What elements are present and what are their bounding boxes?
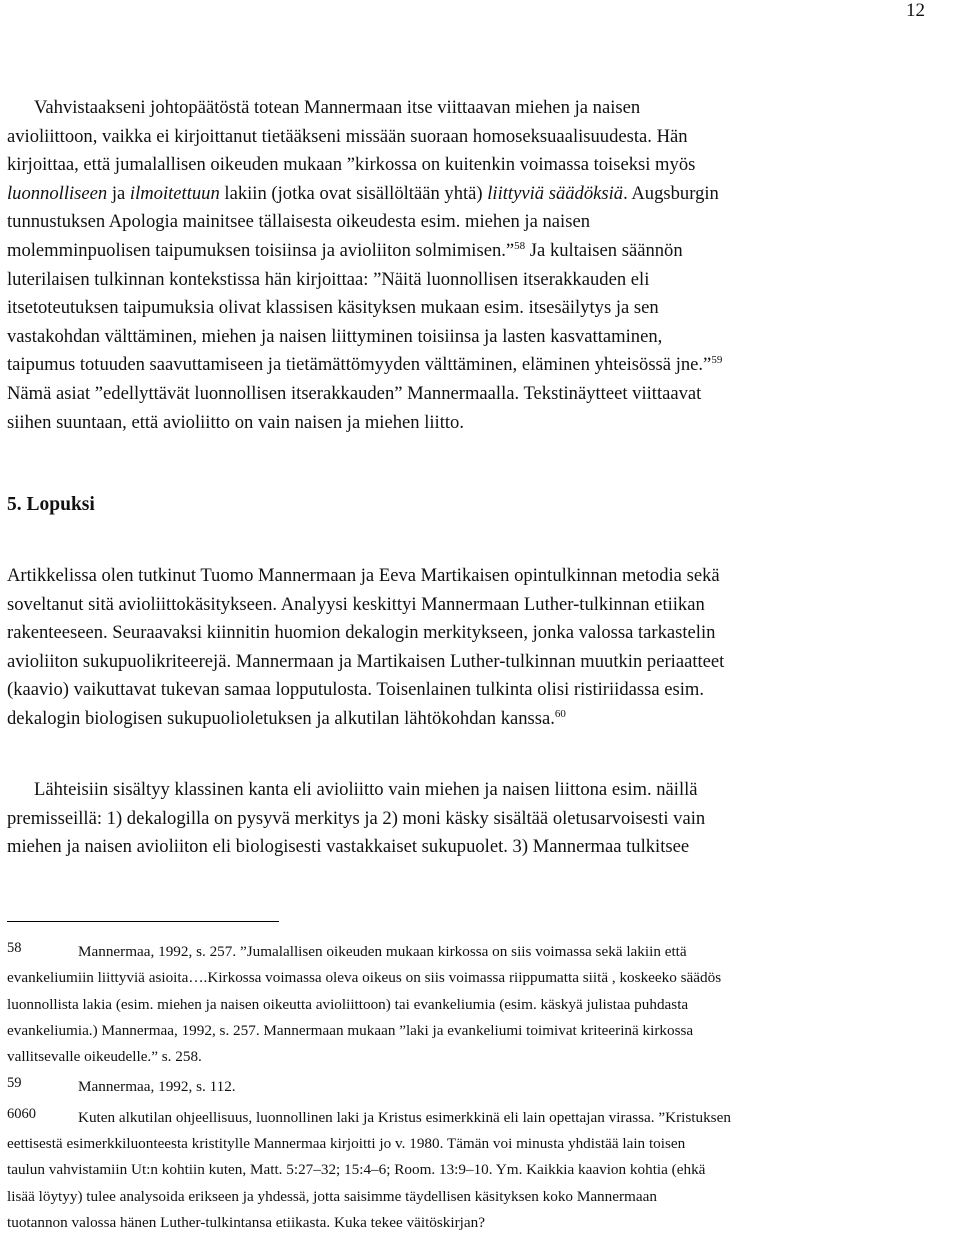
paragraph-sources <box>7 776 955 862</box>
paragraph-conclusion-support <box>7 94 955 437</box>
text-line: premisseillä: 1) dekalogilla on pysyvä merkitys ja 2) moni käsky sisältää oletusarvoisesti vain <box>7 807 706 829</box>
text-line: siihen suuntaan, että avioliitto on vain naisen ja miehen liitto. <box>7 411 464 433</box>
text-line <box>7 237 955 266</box>
footnotes <box>7 935 955 1236</box>
footnote-59-line <box>7 1070 955 1100</box>
footnote-58-line: evankeliumia.) Mannermaa, 1992, s. 257. Mannermaan mukaan ”laki ja evankeliumi toimivat kriteerinä kirkossa <box>7 1021 694 1039</box>
text-fragment: lakiin (jotka ovat sisällöltään yhtä) <box>219 182 488 204</box>
text-fragment: ja <box>107 182 130 204</box>
text-line: itsetoteutuksen taipumuksia olivat klassisen käsityksen mukaan esim. itsesäilytys ja sen <box>7 297 659 319</box>
italic-term: liittyviä säädöksiä <box>487 182 624 204</box>
footnote-ref-59[interactable]: 59 <box>711 354 723 367</box>
paragraph-summary <box>7 562 955 734</box>
footnote-text: Mannermaa, 1992, s. 257. ”Jumalallisen oikeuden mukaan kirkossa on siis voimassa sekä lakiin että <box>78 943 687 960</box>
footnote-ref-60[interactable]: 60 <box>554 707 566 720</box>
text-line <box>7 180 955 209</box>
text-line: Vahvistaakseni johtopäätöstä totean Mannermaan itse viittaavan miehen ja naisen <box>34 97 641 118</box>
footnote-58-line: luonnollista lakia (esim. miehen ja naisen oikeutta avioliittoon) tai evankeliumia (esim. käskyä julistaa puhdasta <box>7 995 689 1013</box>
footnote-mark: 58 <box>7 940 22 956</box>
section-heading: 5. Lopuksi <box>7 494 95 515</box>
footnote-58-line: evankeliumiin liittyviä asioita….Kirkossa voimassa oleva oikeus on siis voimassa riippumatta siitä , koskeeko säädös <box>7 969 722 987</box>
italic-term: luonnolliseen <box>7 182 108 204</box>
footnote-divider <box>7 921 279 922</box>
text-fragment: taipumus totuuden saavuttamiseen ja tietämättömyyden välttäminen, eläminen yhteisössä jne.” <box>7 354 712 376</box>
footnote-60-line <box>7 1101 955 1131</box>
text-line: Artikkelissa olen tutkinut Tuomo Mannermaan ja Eeva Martikaisen opintulkinnan metodia sekä <box>7 565 720 586</box>
text-line: miehen ja naisen avioliiton eli biologisesti vastakkaiset sukupuolet. 3) Mannermaa tulkitsee <box>7 836 690 858</box>
text-line: vastakohdan välttäminen, miehen ja naisen liittyminen toisiinsa ja lasten kasvattaminen, <box>7 325 663 347</box>
footnote-ref-58[interactable]: 58 <box>514 239 526 252</box>
text-line: rakenteeseen. Seuraavaksi kiinnitin huomion dekalogin merkitykseen, jonka valossa tarkastelin <box>7 622 716 644</box>
text-line <box>7 351 955 380</box>
text-line: tunnustuksen Apologia mainitsee tällaisesta oikeudesta esim. miehen ja naisen <box>7 211 590 233</box>
footnote-60-line: eettisestä esimerkkiluonteesta kristitylle Mannermaa kirjoitti jo v. 1980. Tämän voi minusta yhdistää lain toisen <box>7 1135 686 1153</box>
footnote-58-line: vallitsevalle oikeudelle.” s. 258. <box>7 1048 202 1066</box>
text-line: Lähteisiin sisältyy klassinen kanta eli avioliitto vain miehen ja naisen liittona esim. näillä <box>34 779 698 800</box>
text-line: luterilaisen tulkinnan kontekstissa hän kirjoittaa: ”Näitä luonnollisen itserakkauden eli <box>7 268 650 290</box>
text-fragment: dekalogin biologisen sukupuolioletuksen ja alkutilan lähtökohdan kanssa. <box>7 707 555 729</box>
footnote-mark: 6060 <box>7 1105 36 1122</box>
text-line: Nämä asiat ”edellyttävät luonnollisen itserakkauden” Mannermaalla. Tekstinäytteet viittaavat <box>7 382 702 404</box>
text-line: soveltanut sitä avioliittokäsitykseen. Analyysi keskittyi Mannermaan Luther-tulkinnan etiikan <box>7 593 705 615</box>
text-line: avioliittoon, vaikka ei kirjoittanut tietääkseni missään suoraan homoseksuaalisuudesta. Hän <box>7 125 688 147</box>
footnote-mark: 59 <box>7 1075 22 1092</box>
footnote-60-line: lisää löytyy) tulee analysoida erikseen ja yhdessä, jotta saisimme täydellisen käsityksen koko Mannermaan <box>7 1187 657 1205</box>
text-fragment: Ja kultaisen säännön <box>525 239 683 261</box>
text-line <box>7 705 955 734</box>
text-line: (kaavio) vaikuttavat tukevan samaa lopputulosta. Toisenlainen tulkinta olisi ristiriidassa esim. <box>7 679 705 701</box>
footnote-60-line: tuotannon valossa hänen Luther-tulkintansa etiikasta. Kuka tekee väitöskirjan? <box>7 1213 485 1231</box>
footnote-60-line: taulun vahvistamiin Ut:n kohtiin kuten, Matt. 5:27–32; 15:4–6; Room. 13:9–10. Ym. Kaikkia kaavion kohtia (ehkä <box>7 1161 706 1179</box>
footnote-58-line <box>7 935 955 965</box>
italic-term: ilmoitettuun <box>129 182 220 204</box>
page-number: 12 <box>906 0 925 21</box>
footnote-text: Mannermaa, 1992, s. 112. <box>78 1078 236 1096</box>
text-fragment: . Augsburgin <box>623 182 719 204</box>
text-fragment: molemminpuolisen taipumuksen toisiinsa ja avioliiton solmimisen.” <box>7 239 515 261</box>
text-line: kirjoittaa, että jumalallisen oikeuden mukaan ”kirkossa on kuitenkin voimassa toiseksi myös <box>7 154 696 176</box>
text-line: avioliiton sukupuolikriteerejä. Mannermaan ja Martikaisen Luther-tulkinnan muutkin periaatteet <box>7 650 725 672</box>
footnote-text: Kuten alkutilan ohjeellisuus, luonnollinen laki ja Kristus esimerkkinä eli lain opettajan virassa. ”Kristuksen <box>78 1108 731 1126</box>
